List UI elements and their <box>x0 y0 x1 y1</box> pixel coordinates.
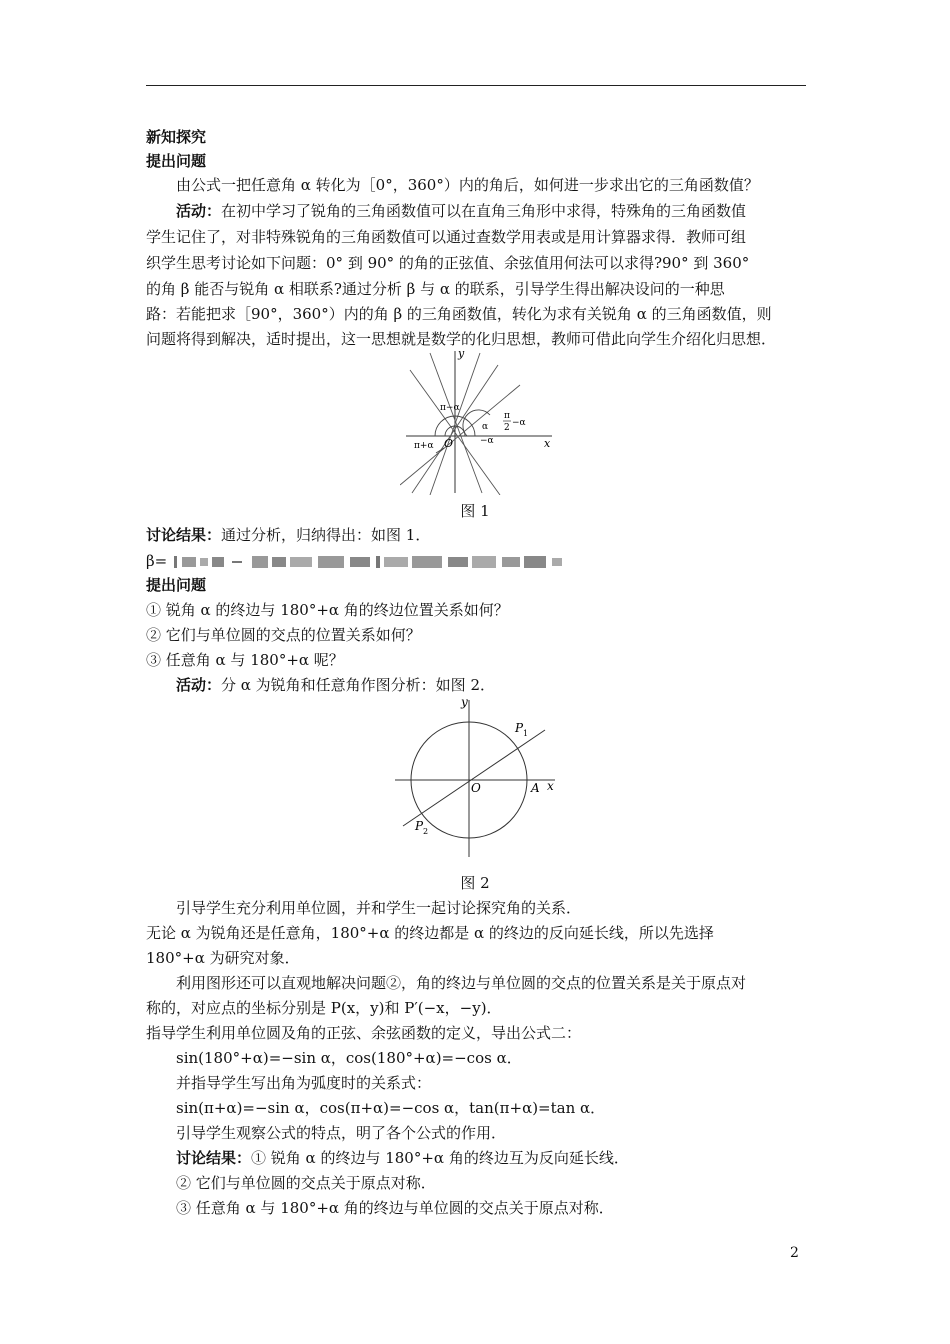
discussion-line-1 <box>146 524 430 546</box>
para-line-4: 利用图形还可以直观地解决问题②，角的终边与单位圆的交点的位置关系是关于原点对 <box>176 974 747 992</box>
question-item-3: ③ 任意角 α 与 180°+α 呢？ <box>146 651 344 669</box>
activity-label-2: 活动： <box>176 676 222 694</box>
fig1-half-pi-rest: −α <box>512 418 526 428</box>
activity-label-1: 活动： <box>176 202 222 220</box>
fig1-x-label: x <box>544 437 551 450</box>
fig1-pi-plus-alpha: π+α <box>414 441 434 451</box>
formula-two: sin(180°+α)=−sin α，cos(180°+α)=−cos α． <box>176 1049 522 1067</box>
discussion-line-2 <box>176 1147 629 1169</box>
fig1-pi-minus-alpha: π−α <box>440 403 460 413</box>
fig2-x-label: x <box>547 779 554 793</box>
para-line-5: 称的，对应点的坐标分别是 P(x，y)和 P′(−x，−y)． <box>146 999 502 1017</box>
fig2-P2-label: P <box>415 819 424 833</box>
discussion-item-1: ① 锐角 α 的终边与 180°+α 角的终边互为反向延长线． <box>251 1149 629 1167</box>
figure-1 <box>400 345 560 495</box>
fig1-half-pi-den: 2 <box>504 423 510 433</box>
fig2-P1-label: P <box>515 721 524 735</box>
fig2-origin-label: O <box>471 781 481 795</box>
para-line-6: 指导学生利用单位圆及角的正弦、余弦函数的定义，导出公式二： <box>146 1024 582 1042</box>
section-title: 新知探究 <box>146 128 207 146</box>
fig1-origin-label: O <box>444 437 454 450</box>
beta-line <box>146 550 612 572</box>
discussion-label-1: 讨论结果： <box>146 526 222 544</box>
activity-text-2b: 分 α 为锐角和任意角作图分析：如图 2． <box>221 676 495 694</box>
question-item-2: ② 它们与单位圆的交点的位置关系如何？ <box>146 626 421 644</box>
fig1-alpha: α <box>482 422 489 432</box>
discussion-item-3: ③ 任意角 α 与 180°+α 角的终边与单位圆的交点关于原点对称． <box>176 1199 614 1217</box>
fig1-y-label: y <box>458 347 465 360</box>
activity-text-3: 织学生思考讨论如下问题：0° 到 90° 的角的正弦值、余弦值用何法可以求得?90° 到 360° <box>146 254 750 272</box>
fig2-y-label: y <box>461 695 468 709</box>
figure-2-caption: 图 2 <box>460 874 490 892</box>
question-heading-2: 提出问题 <box>146 576 207 594</box>
formula-radian: sin(π+α)=−sin α，cos(π+α)=−cos α，tan(π+α)=tan α． <box>176 1099 606 1117</box>
activity-line-1 <box>176 200 746 222</box>
fig2-P1-sub: 1 <box>523 729 529 738</box>
activity-text-1: 在初中学习了锐角的三角函数值可以在直角三角形中求得，特殊角的三角函数值 <box>221 202 747 220</box>
fig2-A-label: A <box>531 781 540 795</box>
discussion-item-2: ② 它们与单位圆的交点关于原点对称． <box>176 1174 436 1192</box>
question-heading-1: 提出问题 <box>146 152 207 170</box>
activity-text-6: 问题将得到解决，适时提出，这一思想就是数学的化归思想，教师可借此向学生介绍化归思想． <box>146 330 777 348</box>
activity-text-2: 学生记住了，对非特殊锐角的三角函数值可以通过查数学用表或是用计算器求得．教师可组 <box>146 228 747 246</box>
fig1-half-pi-num: π <box>504 411 510 421</box>
fig2-P2-sub: 2 <box>423 827 429 836</box>
figure-2 <box>395 692 565 860</box>
activity-text-5: 路：若能把求［90°，360°）内的角 β 的三角函数值，转化为求有关锐角 α 的三角函数值，则 <box>146 305 772 323</box>
header-rule <box>146 85 806 86</box>
para-line-3: 180°+α 为研究对象． <box>146 949 300 967</box>
question-text-1: 由公式一把任意角 α 转化为［0°，360°）内的角后，如何进一步求出它的三角函数值？ <box>176 176 759 194</box>
para-line-1: 引导学生充分利用单位圆，并和学生一起讨论探究角的关系． <box>176 899 582 917</box>
activity-text-4: 的角 β 能否与锐角 α 相联系?通过分析 β 与 α 的联系，引导学生得出解决设问的一种思 <box>146 280 725 298</box>
fig2-terminal-line <box>403 730 545 826</box>
discussion-label-2: 讨论结果： <box>176 1149 252 1167</box>
para-line-8: 并指导学生写出角为弧度时的关系式： <box>176 1074 432 1092</box>
page-number: 2 <box>790 1245 799 1261</box>
question-item-1: ① 锐角 α 的终边与 180°+α 角的终边位置关系如何？ <box>146 601 509 619</box>
figure-1-caption: 图 1 <box>460 502 490 520</box>
discussion-text-1: 通过分析，归纳得出：如图 1． <box>221 526 431 544</box>
beta-prefix: β= <box>146 552 168 570</box>
para-line-2: 无论 α 为锐角还是任意角，180°+α 的终边都是 α 的终边的反向延长线，所以先选择 <box>146 924 714 942</box>
fig1-neg-alpha: −α <box>480 436 494 446</box>
para-line-10: 引导学生观察公式的特点，明了各个公式的作用． <box>176 1124 507 1142</box>
garbled-formula-image <box>172 553 612 571</box>
